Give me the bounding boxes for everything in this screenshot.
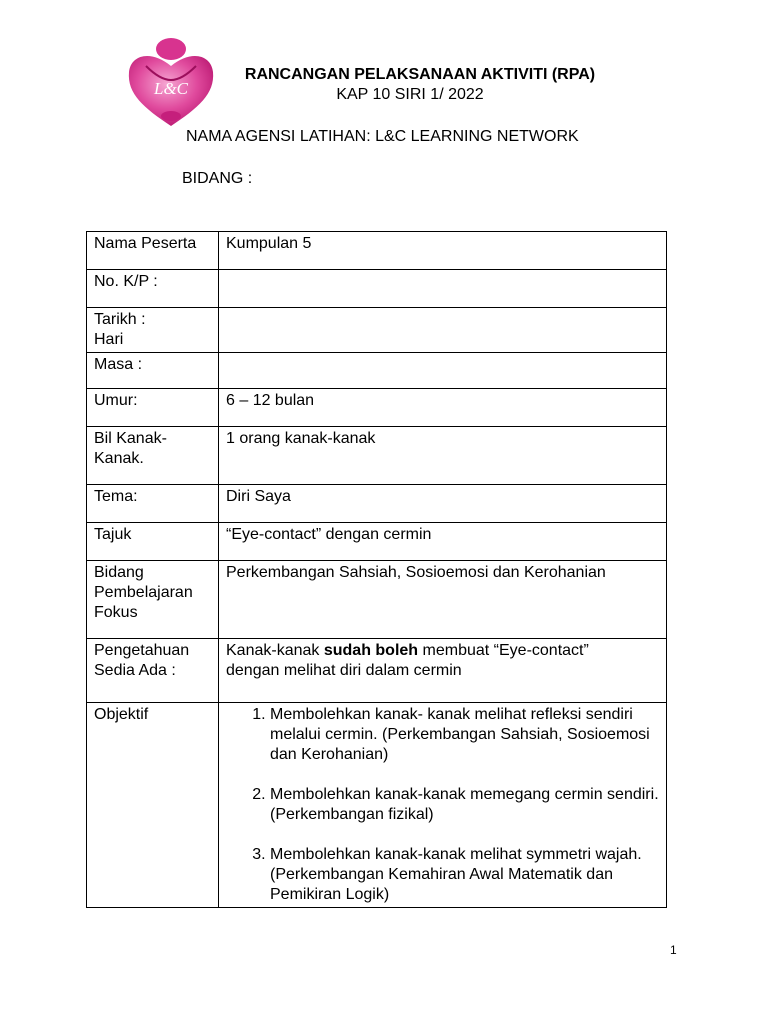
objektif-label: Objektif xyxy=(87,703,219,908)
tajuk-label: Tajuk xyxy=(87,523,219,561)
pengetahuan-label-line: Sedia Ada : xyxy=(94,662,176,679)
umur-label: Umur: xyxy=(87,389,219,427)
objektif-list xyxy=(226,705,659,905)
objektif-value xyxy=(219,703,667,908)
bidang-fokus-label-line: Pembelajaran xyxy=(94,584,193,601)
table-row xyxy=(87,485,667,523)
lc-logo xyxy=(124,36,218,130)
tarikh-label-line: Tarikh : xyxy=(94,311,146,328)
pengetahuan-label xyxy=(87,639,219,703)
masa-label: Masa : xyxy=(87,353,219,389)
table-row xyxy=(87,308,667,353)
table-row xyxy=(87,353,667,389)
pengetahuan-value xyxy=(219,639,667,703)
kp-label: No. K/P : xyxy=(87,270,219,308)
pengetahuan-pre: Kanak-kanak xyxy=(226,642,324,659)
bil-kanak-label xyxy=(87,427,219,485)
table-row xyxy=(87,270,667,308)
nama-peserta-value: Kumpulan 5 xyxy=(219,232,667,270)
logo-hands xyxy=(161,111,181,121)
page-number: 1 xyxy=(670,943,677,957)
pengetahuan-value-line: dengan melihat diri dalam cermin xyxy=(226,662,462,679)
tema-label: Tema: xyxy=(87,485,219,523)
bidang-fokus-value: Perkembangan Sahsiah, Sosioemosi dan Kerohanian xyxy=(219,561,667,639)
table-row xyxy=(87,389,667,427)
logo-text: L&C xyxy=(153,79,189,98)
masa-value xyxy=(219,353,667,389)
umur-value: 6 – 12 bulan xyxy=(219,389,667,427)
tajuk-value: “Eye-contact” dengan cermin xyxy=(219,523,667,561)
pengetahuan-bold: sudah boleh xyxy=(323,642,419,659)
objektif-item: 3. Membolehkan kanak-kanak melihat symmetri wajah. (Perkembangan Kemahiran Awal Matematik dan Pemikiran Logik) xyxy=(270,845,659,905)
table-row xyxy=(87,703,667,908)
tarikh-label xyxy=(87,308,219,353)
table-row xyxy=(87,639,667,703)
hari-label-line: Hari xyxy=(94,331,124,348)
bidang-fokus-label-line: Fokus xyxy=(94,604,138,621)
bil-kanak-label-line: Kanak. xyxy=(94,450,144,467)
pengetahuan-value-line xyxy=(226,641,659,661)
agency-name: NAMA AGENSI LATIHAN: L&C LEARNING NETWORK xyxy=(186,128,579,145)
logo-figure-head xyxy=(156,38,186,60)
pengetahuan-post: membuat “Eye-contact” xyxy=(418,642,589,659)
table-row xyxy=(87,561,667,639)
rpa-table xyxy=(86,231,667,908)
bil-kanak-label-line: Bil Kanak- xyxy=(94,430,167,447)
tarikh-value xyxy=(219,308,667,353)
objektif-item: 2. Membolehkan kanak-kanak memegang cermin sendiri. (Perkembangan fizikal) xyxy=(270,785,659,825)
objektif-item: 1. Membolehkan kanak- kanak melihat refleksi sendiri melalui cermin. (Perkembangan Sahsiah, Sosioemosi dan Kerohanian) xyxy=(270,705,659,765)
table-row xyxy=(87,232,667,270)
tema-value: Diri Saya xyxy=(219,485,667,523)
bil-kanak-value: 1 orang kanak-kanak xyxy=(219,427,667,485)
bidang-label: BIDANG : xyxy=(182,170,253,187)
table-row xyxy=(87,427,667,485)
bidang-fokus-label xyxy=(87,561,219,639)
page-subtitle: KAP 10 SIRI 1/ 2022 xyxy=(336,86,484,103)
pengetahuan-label-line: Pengetahuan xyxy=(94,642,190,659)
page-title: RANCANGAN PELAKSANAAN AKTIVITI (RPA) xyxy=(244,66,596,83)
kp-value xyxy=(219,270,667,308)
bidang-fokus-label-line: Bidang xyxy=(94,564,144,581)
table-row xyxy=(87,523,667,561)
nama-peserta-label: Nama Peserta xyxy=(87,232,219,270)
